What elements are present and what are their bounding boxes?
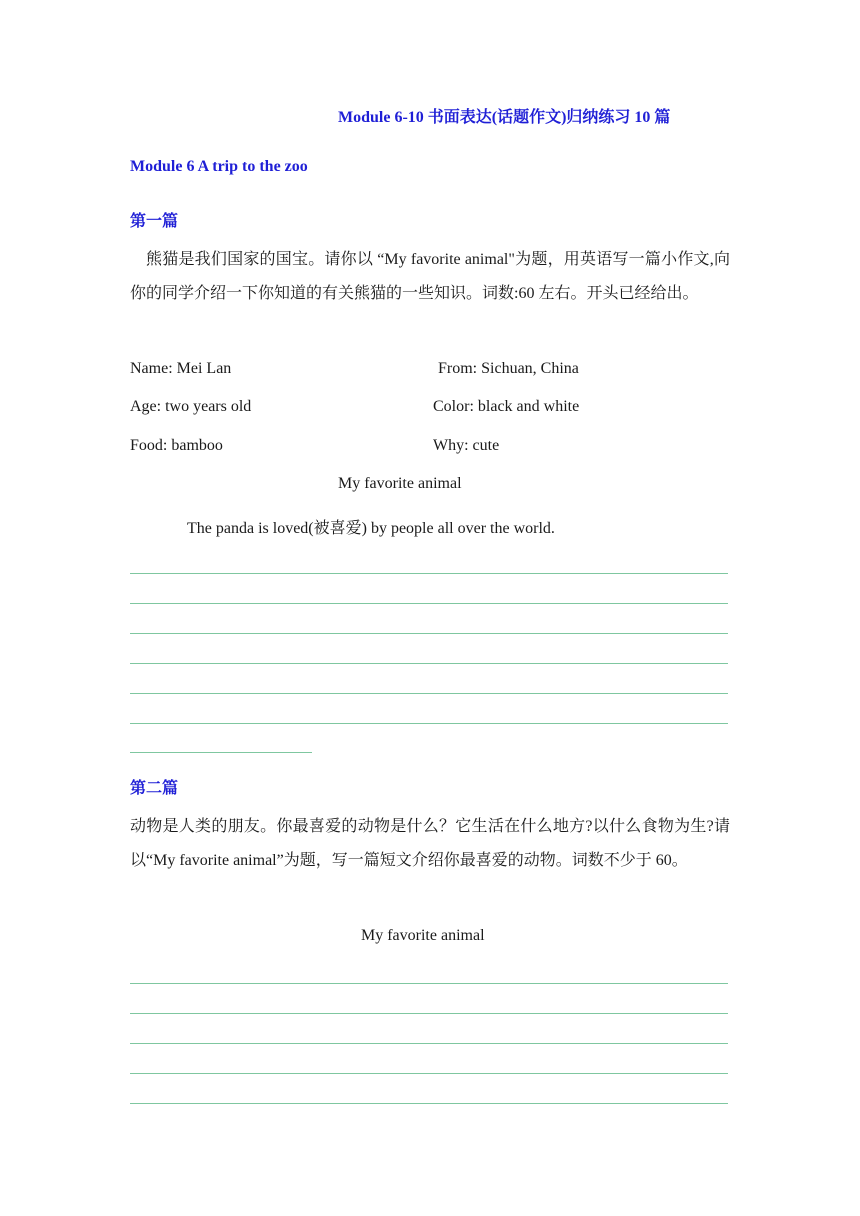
info-age: Age: two years old bbox=[130, 398, 252, 415]
writing-line bbox=[130, 1043, 728, 1044]
writing-line bbox=[130, 1073, 728, 1074]
writing-line bbox=[130, 693, 728, 694]
info-why: Why: cute bbox=[433, 437, 500, 454]
opening-sentence: The panda is loved(被喜爱) by people all over the world. bbox=[187, 520, 555, 537]
writing-line bbox=[130, 573, 728, 574]
info-food: Food: bamboo bbox=[130, 437, 223, 454]
info-name: Name: Mei Lan bbox=[130, 360, 232, 377]
info-from: From: Sichuan, China bbox=[438, 360, 579, 377]
writing-line bbox=[130, 1013, 728, 1014]
writing-line bbox=[130, 633, 728, 634]
essay-title-1: My favorite animal bbox=[338, 475, 462, 492]
info-color: Color: black and white bbox=[433, 398, 580, 415]
section-prompt-1: 熊猫是我们国家的国宝。请你以 “My favorite animal"为题，用英语写一篇小作文,向你的同学介绍一下你知道的有关熊猫的一些知识。词数:60 左右。开头已经给出。 bbox=[130, 251, 730, 302]
section-heading-1: 第一篇 bbox=[130, 213, 179, 230]
essay-title-2: My favorite animal bbox=[361, 927, 485, 944]
writing-line bbox=[130, 983, 728, 984]
module-heading: Module 6 A trip to the zoo bbox=[130, 158, 308, 175]
writing-line bbox=[130, 752, 312, 753]
document-title: Module 6-10 书面表达(话题作文)归纳练习 10 篇 bbox=[338, 109, 671, 126]
section-heading-2: 第二篇 bbox=[130, 780, 179, 797]
writing-line bbox=[130, 603, 728, 604]
section-prompt-2: 动物是人类的朋友。你最喜爱的动物是什么？它生活在什么地方?以什么食物为生?请以“My favorite animal”为题，写一篇短文介绍你最喜爱的动物。词数不少于 60。 bbox=[130, 818, 730, 869]
writing-line bbox=[130, 663, 728, 664]
writing-line bbox=[130, 1103, 728, 1104]
writing-line bbox=[130, 723, 728, 724]
